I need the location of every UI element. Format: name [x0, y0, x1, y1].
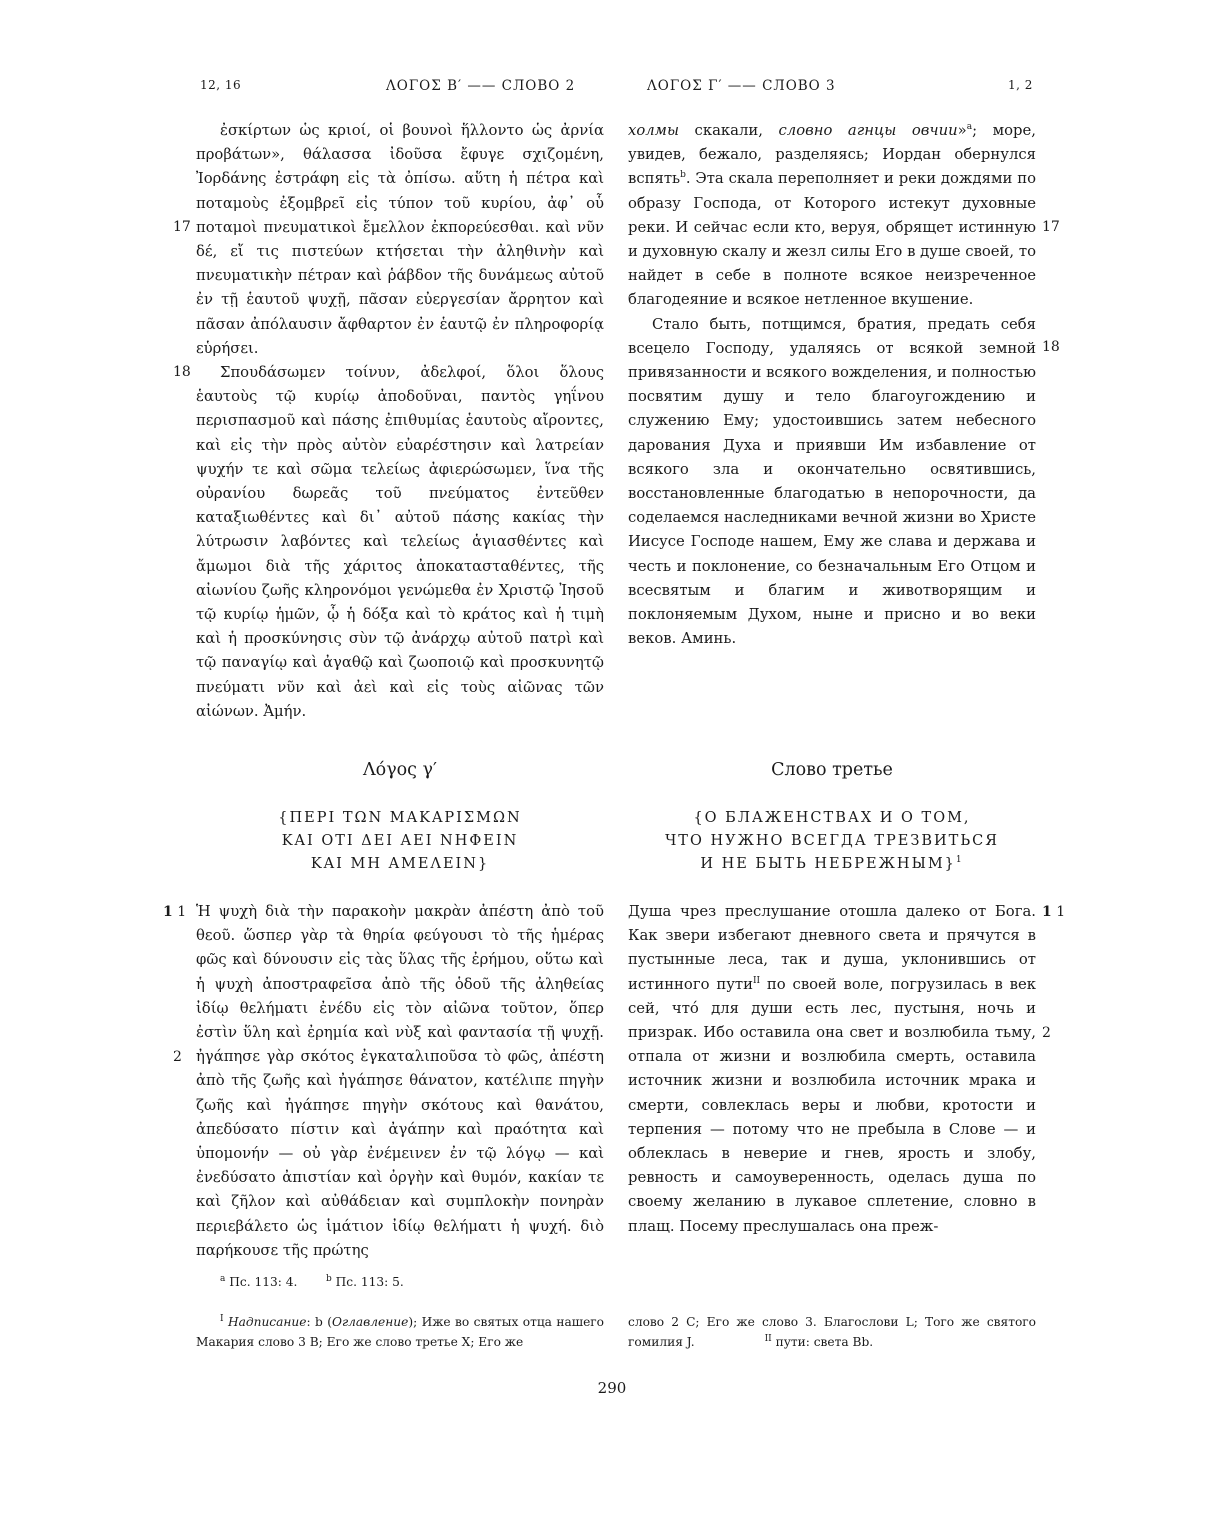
- russian-paragraph-verse-18: Стало быть, потщимся, братия, предать себя всецело Господу, удаляясь от всякой земной привязанности и всякого вожделения, и полностью посвятим душу и тело благоугождению и служению Ему; удостоившись затем небесного дарования Духа и приявши Им избавление от всякого зла и окончательно освятившись, восстановленные благодатью в непорочности, да соделаемся наследниками вечной жизни во Христе Иисусе Господе нашем, Ему же слава и держава и честь и поклонение, со безначальным Его Отцом и всесвятым и благим и животворящим и поклоняемым Духом, ныне и присно и во веки веков. Аминь.: [628, 315, 1036, 648]
- chapter-verse-number-right: 1 1: [1042, 904, 1066, 920]
- greek-text-bottom: [196, 900, 604, 1263]
- footnote-apparatus-left: $^I$ Надписание: b (Оглавление); Иже во святых отца нашего Макария слово 3 B; Его же слово третье X; Его же: [196, 1313, 605, 1349]
- verse-number-17-left: 17: [173, 219, 191, 235]
- greek-discourse-title: Λόγος γ′: [363, 760, 437, 780]
- page-number: 290: [597, 1379, 627, 1397]
- russian-discourse-subtitle: {О БЛАЖЕНСТВАХ И О ТОМ, ЧТО НУЖНО ВСЕГДА ТРЕЗВИТЬСЯ И НЕ БЫТЬ НЕБРЕЖНЫМ}$^1$: [665, 810, 999, 872]
- verse-number-18-right: 18: [1042, 339, 1060, 355]
- russian-discourse-title: Слово третье: [771, 760, 893, 780]
- footnote-apparatus-right: слово 2 C; Его же слово 3. Благослови L; Того же святого гомилия J. $^{II}$ пути: света Bb.: [628, 1315, 1036, 1349]
- running-header-right-title: ΛΟΓΟΣ Γ′ —— СЛОВО 3: [647, 78, 836, 94]
- verse-number-18-left: 18: [173, 364, 191, 380]
- verse-number-2-left: 2: [173, 1049, 182, 1065]
- russian-text-bottom: [628, 900, 1036, 1239]
- verse-number-17-right: 17: [1042, 219, 1060, 235]
- verse-number-2-right: 2: [1042, 1025, 1051, 1041]
- running-header-left-title: ΛΟΓΟΣ Β′ —— СЛОВО 2: [386, 78, 576, 94]
- footnote-mark-1: 1: [955, 855, 964, 866]
- russian-paragraph-chapter-1: Душа чрез преслушание отошла далеко от Бога. Как звери избегают дневного света и прячутся в пустынные леса, так и душа, уклонившись от истинного пути$^{II}$ по своей воле, погрузилась в век сей, чтó для души есть лес, пустыня, ночь и призрак. Ибо оставила она свет и возлюбила тьму, отпала от жизни и возлюбила смерть, оставила источник жизни и возлюбила источник мрака и смерти, совлеклась веры и любви, кротости и терпения — потому что не пребыла в Слове — и облеклась в неверие и гнев, ярость и злобу, ревность и самоуверенность, оделась душа по своему желанию в лукавое сплетение, словно в плащ. Посему преслушалась она преж-: [628, 903, 1036, 1235]
- russian-paragraph-verse-16-17: холмы скакали, словно агнцы овчии»$^a$; море, увидев, бежало, разделяясь; Иордан обернулся вспять$^b$. Эта скала переполняет и реки дождями по образу Господа, от Которого истекут духовные реки. И сейчас если кто, веруя, обрящет истинную и духовную скалу и жезл силы Его в душе своей, то найдет в себе в полноте всякое неизреченное благодеяние и всякое нетленное вкушение.: [628, 122, 1036, 309]
- chapter-verse-number-left: 1 1: [163, 904, 187, 920]
- scripture-reference-b: $^b$ Пс. 113: 5.: [326, 1273, 404, 1289]
- greek-text-top: [196, 119, 604, 724]
- russian-text-top: [628, 119, 1036, 651]
- greek-paragraph-chapter-1: Ἡ ψυχὴ διὰ τὴν παρακοὴν μακρὰν ἀπέστη ἀπὸ τοῦ θεοῦ. ὥσπερ γὰρ τὰ θηρία φεύγουσι τὸ τῆς ἡμέρας φῶς καὶ δύνουσιν εἰς τὰς ὕλας τῆς ἐρήμου, οὕτω καὶ ἡ ψυχὴ ἀποστραφεῖσα ἀπὸ τῆς ὁδοῦ τῆς ἀληθείας ἰδίῳ θελήματι ἐνέδυ εἰς τὸν αἰῶνα τοῦτον, ὅπερ ἐστὶν ὕλη καὶ ἐρημία καὶ νὺξ καὶ φαντασία τῇ ψυχῇ. ἠγάπησε γὰρ σκότος ἐγκαταλιποῦσα τὸ φῶς, ἀπέστη ἀπὸ τῆς ζωῆς καὶ ἠγάπησε θάνατον, κατέλιπε πηγὴν ζωῆς καὶ ἠγάπησε πηγὴν σκότους καὶ θανάτου, ἀπεδύσατο πίστιν καὶ ἀγάπην καὶ πραότητα καὶ ὑπομονήν — οὐ γὰρ ἐνέμεινεν ἐν τῷ λόγῳ — καὶ ἐνεδύσατο ἀπιστίαν καὶ ὀργὴν καὶ θυμόν, κακίαν τε καὶ ζῆλον καὶ αὐθάδειαν καὶ συμπλοκὴν πονηρὰν περιεβάλετο ὡς ἱμάτιον ἰδίῳ θελήματι ἡ ψυχή. διὸ παρήκουσε τῆς πρώτης: [196, 903, 604, 1259]
- running-header-right-reference: 1, 2: [1008, 78, 1033, 92]
- greek-paragraph-verse-16-17: ἐσκίρτων ὡς κριοί, οἱ βουνοὶ ἥλλοντο ὡς ἀρνία προβάτων», θάλασσα ἰδοῦσα ἔφυγε σχιζομένη, Ἰορδάνης ἐστράφη εἰς τὰ ὀπίσω. αὕτη ἡ πέτρα καὶ ποταμοὺς ἐξομβρεῖ εἰς τύπον τοῦ κυρίου, ἀφ᾽ οὗ ποταμοὶ πνευματικοὶ ἔμελλον ἐκπορεύεσθαι. καὶ νῦν δέ, εἴ τις πιστεύων κτήσεται τὴν ἀληθινὴν καὶ πνευματικὴν πέτραν καὶ ῥάβδον τῆς δυνάμεως αὐτοῦ ἐν τῇ ἑαυτοῦ ψυχῇ, πᾶσαν εὐεργεσίαν ἄρρητον καὶ πᾶσαν ἀπόλαυσιν ἄφθαρτον ἐν ἑαυτῷ ἐν πληροφορίᾳ εὑρήσει.: [196, 122, 604, 357]
- greek-paragraph-verse-18: Σπουδάσωμεν τοίνυν, ἀδελφοί, ὅλοι ὅλους ἑαυτοὺς τῷ κυρίῳ ἀποδοῦναι, παντὸς γηΐνου περισπασμοῦ καὶ πάσης ἐπιθυμίας ἑαυτοὺς αἴροντες, καὶ εἰς τὴν πρὸς αὐτὸν εὐαρέστησιν καὶ λατρείαν ψυχήν τε καὶ σῶμα τελείως ἀφιερώσωμεν, ἵνα τῆς οὐρανίου δωρεᾶς τοῦ πνεύματος ἐντεῦθεν καταξιωθέντες καὶ δι᾽ αὐτοῦ πάσης κακίας τὴν λύτρωσιν λαβόντες καὶ τελείως ἁγιασθέντες καὶ ἄμωμοι διὰ τῆς χάριτος ἀποκατασταθέντες, τῆς αἰωνίου ζωῆς κληρονόμοι γενώμεθα ἐν Χριστῷ Ἰησοῦ τῷ κυρίῳ ἡμῶν, ᾧ ἡ δόξα καὶ τὸ κράτος καὶ ἡ τιμὴ καὶ ἡ προσκύνησις σὺν τῷ ἀνάρχῳ αὐτοῦ πατρὶ καὶ τῷ παναγίῳ καὶ ἀγαθῷ καὶ ζωοποιῷ καὶ προσκυνητῷ πνεύματι νῦν καὶ ἀεὶ καὶ εἰς τοὺς αἰῶνας τῶν αἰώνων. Ἀμήν.: [196, 364, 604, 720]
- greek-discourse-subtitle: {ΠΕΡΙ ΤΩΝ ΜΑΚΑΡΙΣΜΩΝ ΚΑΙ ΟΤΙ ΔΕΙ ΑΕΙ ΝΗΦΕΙΝ ΚΑΙ ΜΗ ΑΜΕΛΕΙΝ}: [278, 810, 522, 872]
- running-header-left-reference: 12, 16: [200, 78, 242, 92]
- scripture-reference-a: $^a$ Пс. 113: 4.: [220, 1273, 298, 1289]
